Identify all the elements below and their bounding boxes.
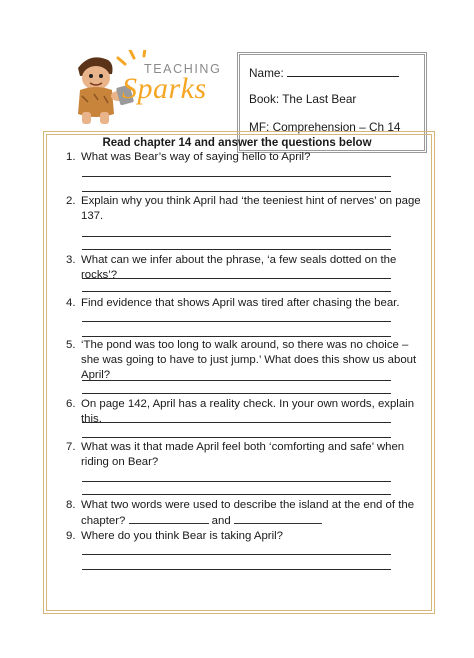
- logo-teaching-text: TEACHING: [144, 62, 222, 76]
- answer-line[interactable]: [82, 554, 391, 555]
- answer-line[interactable]: [82, 481, 391, 482]
- question-number: 6.: [66, 398, 76, 410]
- question-text-wrap: [81, 498, 426, 529]
- answer-line[interactable]: [82, 380, 391, 381]
- question-number: 7.: [66, 441, 76, 453]
- question-number: 9.: [66, 530, 76, 542]
- question-number: 4.: [66, 297, 76, 309]
- answer-line[interactable]: [82, 321, 391, 322]
- question-number: 5.: [66, 339, 76, 351]
- answer-line[interactable]: [82, 494, 391, 495]
- name-row: [249, 65, 399, 80]
- and-word: and: [211, 515, 231, 527]
- question-number: 1.: [66, 151, 76, 163]
- name-field[interactable]: [287, 65, 399, 77]
- answer-line[interactable]: [82, 191, 391, 192]
- question-number: 2.: [66, 195, 76, 207]
- mf-label: MF: Comprehension – Ch 14: [249, 120, 401, 134]
- word-blank-2[interactable]: [234, 513, 322, 524]
- question-text: What can we infer about the phrase, ‘a few seals dotted on the rocks’?: [81, 254, 397, 281]
- question-text: What two words were used to describe the island at the end of the chapter?: [81, 499, 415, 527]
- answer-line[interactable]: [82, 336, 391, 337]
- answer-line[interactable]: [82, 569, 391, 570]
- question-text: Explain why you think April had ‘the teeniest hint of nerves’ on page 137.: [81, 195, 421, 222]
- question-number: 3.: [66, 254, 76, 266]
- question-text: Where do you think Bear is taking April?: [81, 530, 283, 542]
- answer-line[interactable]: [82, 291, 391, 292]
- question-number: 8.: [66, 499, 76, 511]
- answer-line[interactable]: [82, 437, 391, 438]
- word-blank-1[interactable]: [129, 513, 209, 524]
- question-text: Find evidence that shows April was tired after chasing the bear.: [81, 297, 400, 309]
- question-text: What was Bear’s way of saying hello to April?: [81, 151, 311, 163]
- question-text: On page 142, April has a reality check. In your own words, explain this.: [81, 398, 415, 425]
- answer-line[interactable]: [82, 176, 391, 177]
- answer-line[interactable]: [82, 236, 391, 237]
- question-text: ‘The pond was too long to walk around, so there was no choice – she was going to have to just jump.’ What does this show us about April?: [81, 339, 417, 381]
- answer-line[interactable]: [82, 278, 391, 279]
- book-label: Book: The Last Bear: [249, 92, 357, 106]
- teaching-sparks-logo: [68, 50, 228, 128]
- worksheet-heading: Read chapter 14 and answer the questions below: [102, 137, 372, 149]
- logo-sparks-text: Sparks: [122, 72, 207, 105]
- answer-line[interactable]: [82, 393, 391, 394]
- name-label: Name:: [249, 66, 284, 80]
- question-text: What was it that made April feel both ‘comforting and safe’ when riding on Bear?: [81, 441, 405, 468]
- answer-line[interactable]: [82, 422, 391, 423]
- answer-line[interactable]: [82, 249, 391, 250]
